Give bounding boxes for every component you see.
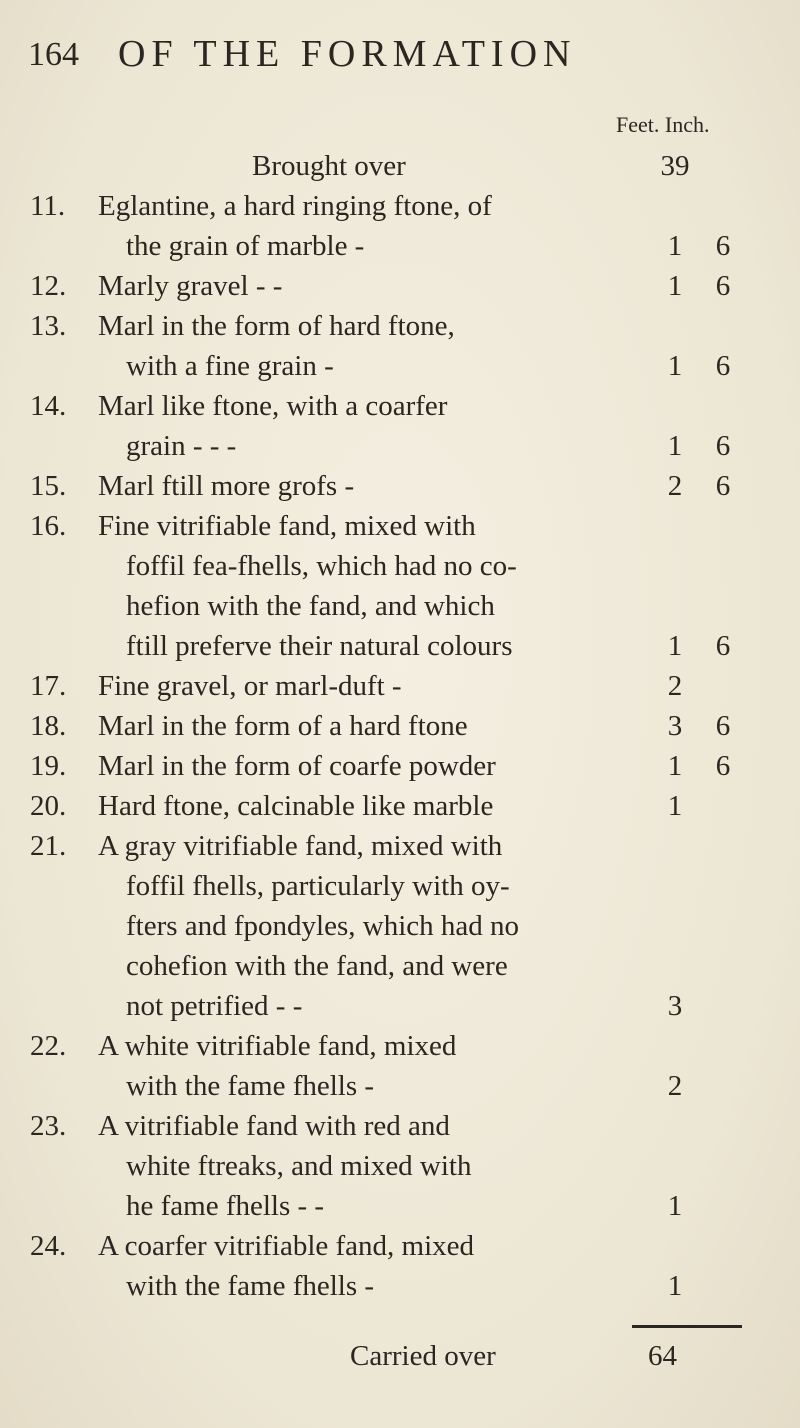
entry-feet: 1 (667, 750, 683, 782)
brought-over-feet: 39 (660, 150, 690, 182)
entry-feet: 1 (667, 630, 683, 662)
entry-description-line: A white vitrifiable fand, mixed (98, 1030, 457, 1062)
entry-description-line: white ftreaks, and mixed with (126, 1150, 472, 1182)
stratum-entry (0, 470, 800, 510)
entry-description-line: A vitrifiable fand with red and (98, 1110, 450, 1142)
entry-description-line: hefion with the fand, and which (126, 590, 495, 622)
entry-number: 23. (30, 1110, 67, 1142)
entry-number: 24. (30, 1230, 67, 1262)
brought-over-row (0, 150, 800, 190)
entry-number: 17. (30, 670, 67, 702)
entry-description-line: the grain of marble - (126, 230, 365, 262)
entry-feet: 1 (667, 1190, 683, 1222)
sum-rule (632, 1325, 742, 1328)
entry-feet: 1 (667, 270, 683, 302)
entry-number: 11. (30, 190, 66, 222)
entry-feet: 1 (667, 790, 683, 822)
entry-description-line: Hard ftone, calcinable like marble (98, 790, 494, 822)
stratum-entry (0, 310, 800, 390)
column-header: Feet. Inch. (616, 112, 710, 137)
entry-number: 18. (30, 710, 67, 742)
stratum-entry (0, 830, 800, 1030)
stratum-entry (0, 390, 800, 470)
entry-number: 13. (30, 310, 67, 342)
entry-description-line: Fine vitrifiable fand, mixed with (98, 510, 476, 542)
entry-description-line: fters and fpondyles, which had no (126, 910, 520, 942)
entry-inches: 6 (715, 470, 731, 502)
entry-description-line: he fame fhells - - (126, 1190, 325, 1222)
stratum-entry (0, 510, 800, 670)
entry-number: 12. (30, 270, 67, 302)
entry-number: 22. (30, 1030, 67, 1062)
entry-number: 15. (30, 470, 67, 502)
strata-table (0, 150, 800, 1310)
entry-feet: 2 (667, 1070, 683, 1102)
stratum-entry (0, 270, 800, 310)
entry-feet: 1 (667, 230, 683, 262)
entry-description-line: Marl in the form of hard ftone, (98, 310, 455, 342)
stratum-entry (0, 1110, 800, 1230)
running-title: OF THE FORMATION (118, 33, 577, 75)
entry-number: 19. (30, 750, 67, 782)
entry-feet: 1 (667, 1270, 683, 1302)
entry-description-line: foffil fea-fhells, which had no co- (126, 550, 517, 582)
entry-inches: 6 (715, 710, 731, 742)
entry-number: 20. (30, 790, 67, 822)
entry-description-line: with the fame fhells - (126, 1270, 375, 1302)
entry-feet: 1 (667, 430, 683, 462)
stratum-entry (0, 750, 800, 790)
page-header (28, 28, 748, 88)
entry-feet: 3 (667, 990, 683, 1022)
stratum-entry (0, 1030, 800, 1110)
entry-inches: 6 (715, 230, 731, 262)
entry-description-line: Marly gravel - - (98, 270, 283, 302)
entry-inches: 6 (715, 350, 731, 382)
entry-description-line: A gray vitrifiable fand, mixed with (98, 830, 503, 862)
entry-description-line: Fine gravel, or marl-duft - (98, 670, 402, 702)
entry-description-line: with a fine grain - (126, 350, 334, 382)
entry-feet: 2 (667, 670, 683, 702)
entry-description-line: cohefion with the fand, and were (126, 950, 508, 982)
carried-over-feet: 64 (648, 1340, 677, 1372)
entry-description-line: not petrified - - (126, 990, 303, 1022)
stratum-entry (0, 670, 800, 710)
carried-over-label: Carried over (350, 1340, 496, 1372)
entry-inches: 6 (715, 750, 731, 782)
entry-description-line: Eglantine, a hard ringing ftone, of (98, 190, 492, 222)
entry-number: 14. (30, 390, 67, 422)
entry-description-line: Marl in the form of a hard ftone (98, 710, 468, 742)
entry-feet: 3 (667, 710, 683, 742)
stratum-entry (0, 1230, 800, 1310)
stratum-entry (0, 190, 800, 270)
entry-inches: 6 (715, 430, 731, 462)
entry-description-line: foffil fhells, particularly with oy- (126, 870, 510, 902)
entry-description-line: A coarfer vitrifiable fand, mixed (98, 1230, 475, 1262)
brought-over-label: Brought over (252, 150, 406, 182)
entry-feet: 1 (667, 350, 683, 382)
entry-inches: 6 (715, 630, 731, 662)
entry-description-line: grain - - - (126, 430, 237, 462)
entry-feet: 2 (667, 470, 683, 502)
stratum-entry (0, 790, 800, 830)
entry-description-line: Marl ftill more grofs - (98, 470, 355, 502)
entry-description-line: Marl in the form of coarfe powder (98, 750, 496, 782)
stratum-entry (0, 710, 800, 750)
entry-inches: 6 (715, 270, 731, 302)
entry-description-line: with the fame fhells - (126, 1070, 375, 1102)
page-number: 164 (28, 36, 79, 73)
entry-number: 21. (30, 830, 67, 862)
entry-number: 16. (30, 510, 67, 542)
entry-description-line: Marl like ftone, with a coarfer (98, 390, 448, 422)
entry-description-line: ftill preferve their natural colours (126, 630, 513, 662)
